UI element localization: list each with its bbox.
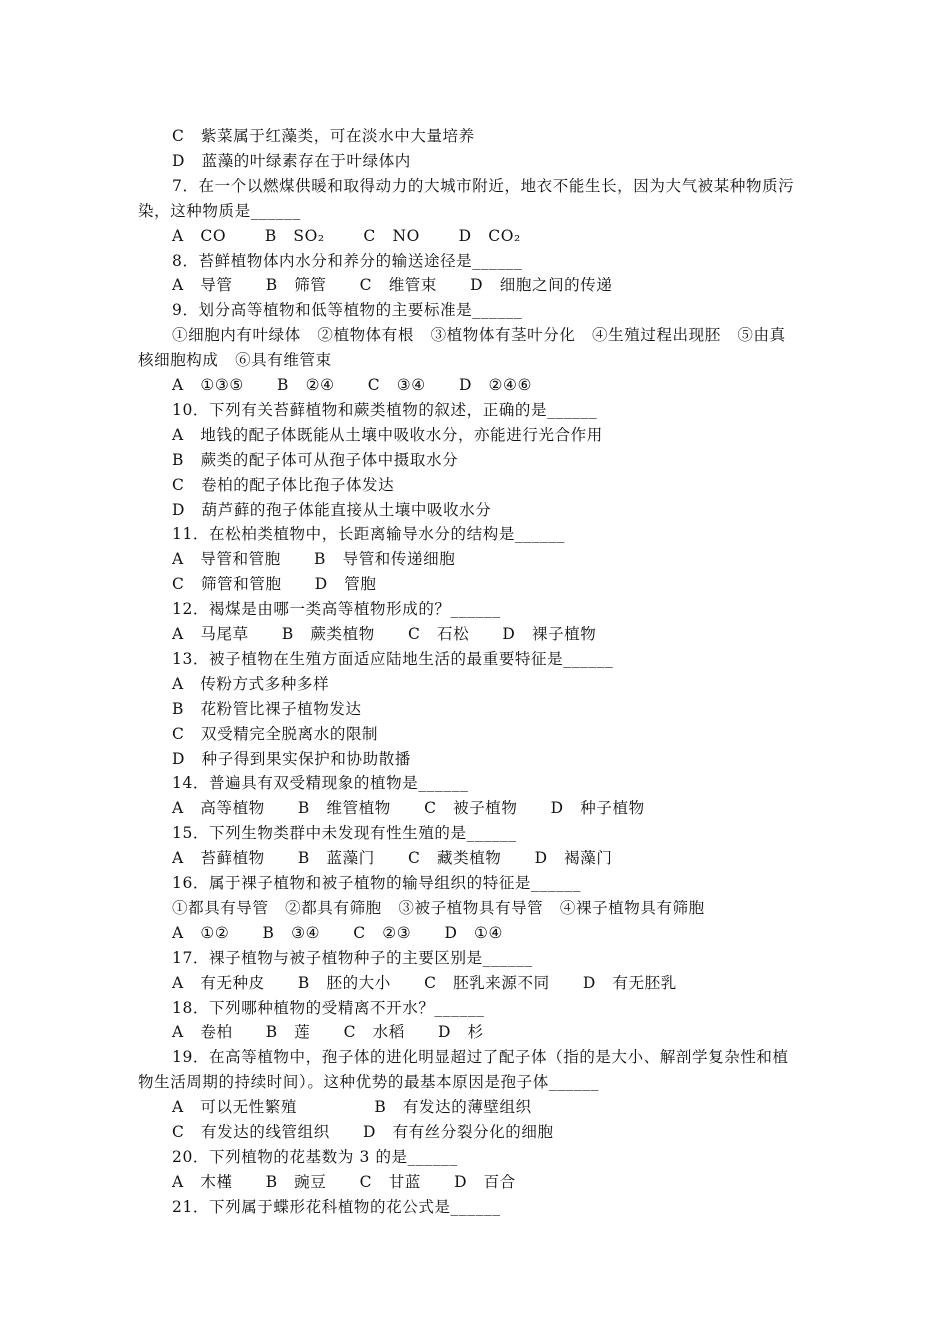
question-line: 17．裸子植物与被子植物种子的主要区别是______ bbox=[172, 948, 533, 967]
option-line: C 卷柏的配子体比孢子体发达 bbox=[172, 475, 395, 494]
option-line: C 双受精完全脱离水的限制 bbox=[172, 724, 379, 743]
option-line: A 有无种皮 B 胚的大小 C 胚乳来源不同 D 有无胚乳 bbox=[172, 973, 677, 992]
option-line: A 高等植物 B 维管植物 C 被子植物 D 种子植物 bbox=[172, 799, 645, 818]
question-line: 21．下列属于蝶形花科植物的花公式是______ bbox=[172, 1197, 501, 1216]
question-line: 14．普遍具有双受精现象的植物是______ bbox=[172, 774, 469, 793]
question-line: 8．苔鲜植物体内水分和养分的输送途径是______ bbox=[172, 251, 523, 270]
option-line: A 卷柏 B 莲 C 水稻 D 杉 bbox=[172, 1023, 484, 1042]
question-line: 20．下列植物的花基数为 3 的是______ bbox=[172, 1147, 458, 1166]
option-line: A 苔藓植物 B 蓝藻门 C 藏类植物 D 褐藻门 bbox=[172, 849, 613, 868]
question-line: 10．下列有关苔藓植物和蕨类植物的叙述，正确的是______ bbox=[172, 400, 598, 419]
option-line: D 葫芦藓的孢子体能直接从土壤中吸收水分 bbox=[172, 500, 492, 519]
question-line: 18．下列哪种植物的受精离不开水？______ bbox=[172, 998, 485, 1017]
question-line: 7．在一个以燃煤供暖和取得动力的大城市附近，地衣不能生长，因为大气被某种物质污 bbox=[172, 176, 795, 195]
option-line: ①细胞内有叶绿体 ②植物体有根 ③植物体有茎叶分化 ④生殖过程出现胚 ⑤由真 bbox=[172, 326, 786, 345]
continuation-line: 染，这种物质是______ bbox=[138, 201, 301, 220]
option-line: D 种子得到果实保护和协助散播 bbox=[172, 749, 411, 768]
question-line: 12．褐煤是由哪一类高等植物形成的？______ bbox=[172, 600, 501, 619]
option-line: A 传粉方式多种多样 bbox=[172, 674, 330, 693]
question-line: 11．在松柏类植物中，长距离输导水分的结构是______ bbox=[172, 525, 566, 544]
option-line: C 紫菜属于红藻类，可在淡水中大量培养 bbox=[172, 127, 475, 145]
question-line: 16．属于裸子植物和被子植物的输导组织的特征是______ bbox=[172, 874, 582, 892]
option-line: A 导管和管胞 B 导管和传递细胞 bbox=[172, 550, 456, 569]
option-line: C 有发达的线管组织 D 有有丝分裂分化的细胞 bbox=[172, 1123, 554, 1141]
continuation-line: 核细胞构成 ⑥具有维管束 bbox=[138, 351, 332, 370]
question-line: 9．划分高等植物和低等植物的主要标准是______ bbox=[172, 301, 523, 320]
option-line: A 木槿 B 豌豆 C 甘蓝 D 百合 bbox=[172, 1172, 516, 1191]
option-line: A ①③⑤ B ②④ C ③④ D ②④⑥ bbox=[172, 376, 533, 394]
option-line: A 导管 B 筛管 C 维管束 D 细胞之间的传递 bbox=[172, 276, 613, 295]
question-line: 15．下列生物类群中未发现有性生殖的是______ bbox=[172, 824, 517, 843]
option-line: A CO B SO₂ C NO D CO₂ bbox=[172, 226, 521, 245]
option-line: B 蕨类的配子体可从孢子体中摄取水分 bbox=[172, 450, 459, 469]
option-line: D 蓝藻的叶绿素存在于叶绿体内 bbox=[172, 151, 411, 170]
option-line: B 花粉管比裸子植物发达 bbox=[172, 699, 362, 718]
option-line: A 地钱的配子体既能从土壤中吸收水分，亦能进行光合作用 bbox=[172, 425, 603, 444]
question-line: 13．被子植物在生殖方面适应陆地生活的最重要特征是______ bbox=[172, 649, 614, 668]
continuation-line: 物生活周期的持续时间）。这种优势的最基本原因是孢子体______ bbox=[138, 1073, 599, 1092]
option-line: A ①② B ③④ C ②③ D ①④ bbox=[172, 923, 504, 942]
option-line: A 马尾草 B 蕨类植物 C 石松 D 裸子植物 bbox=[172, 625, 597, 643]
option-line: ①都具有导管 ②都具有筛胞 ③被子植物具有导管 ④裸子植物具有筛胞 bbox=[172, 898, 705, 917]
question-line: 19．在高等植物中，孢子体的进化明显超过了配子体（指的是大小、解剖学复杂性和植 bbox=[172, 1048, 789, 1067]
option-line: A 可以无性繁殖 B 有发达的薄壁组织 bbox=[172, 1098, 532, 1117]
option-line: C 筛管和管胞 D 管胞 bbox=[172, 575, 377, 594]
